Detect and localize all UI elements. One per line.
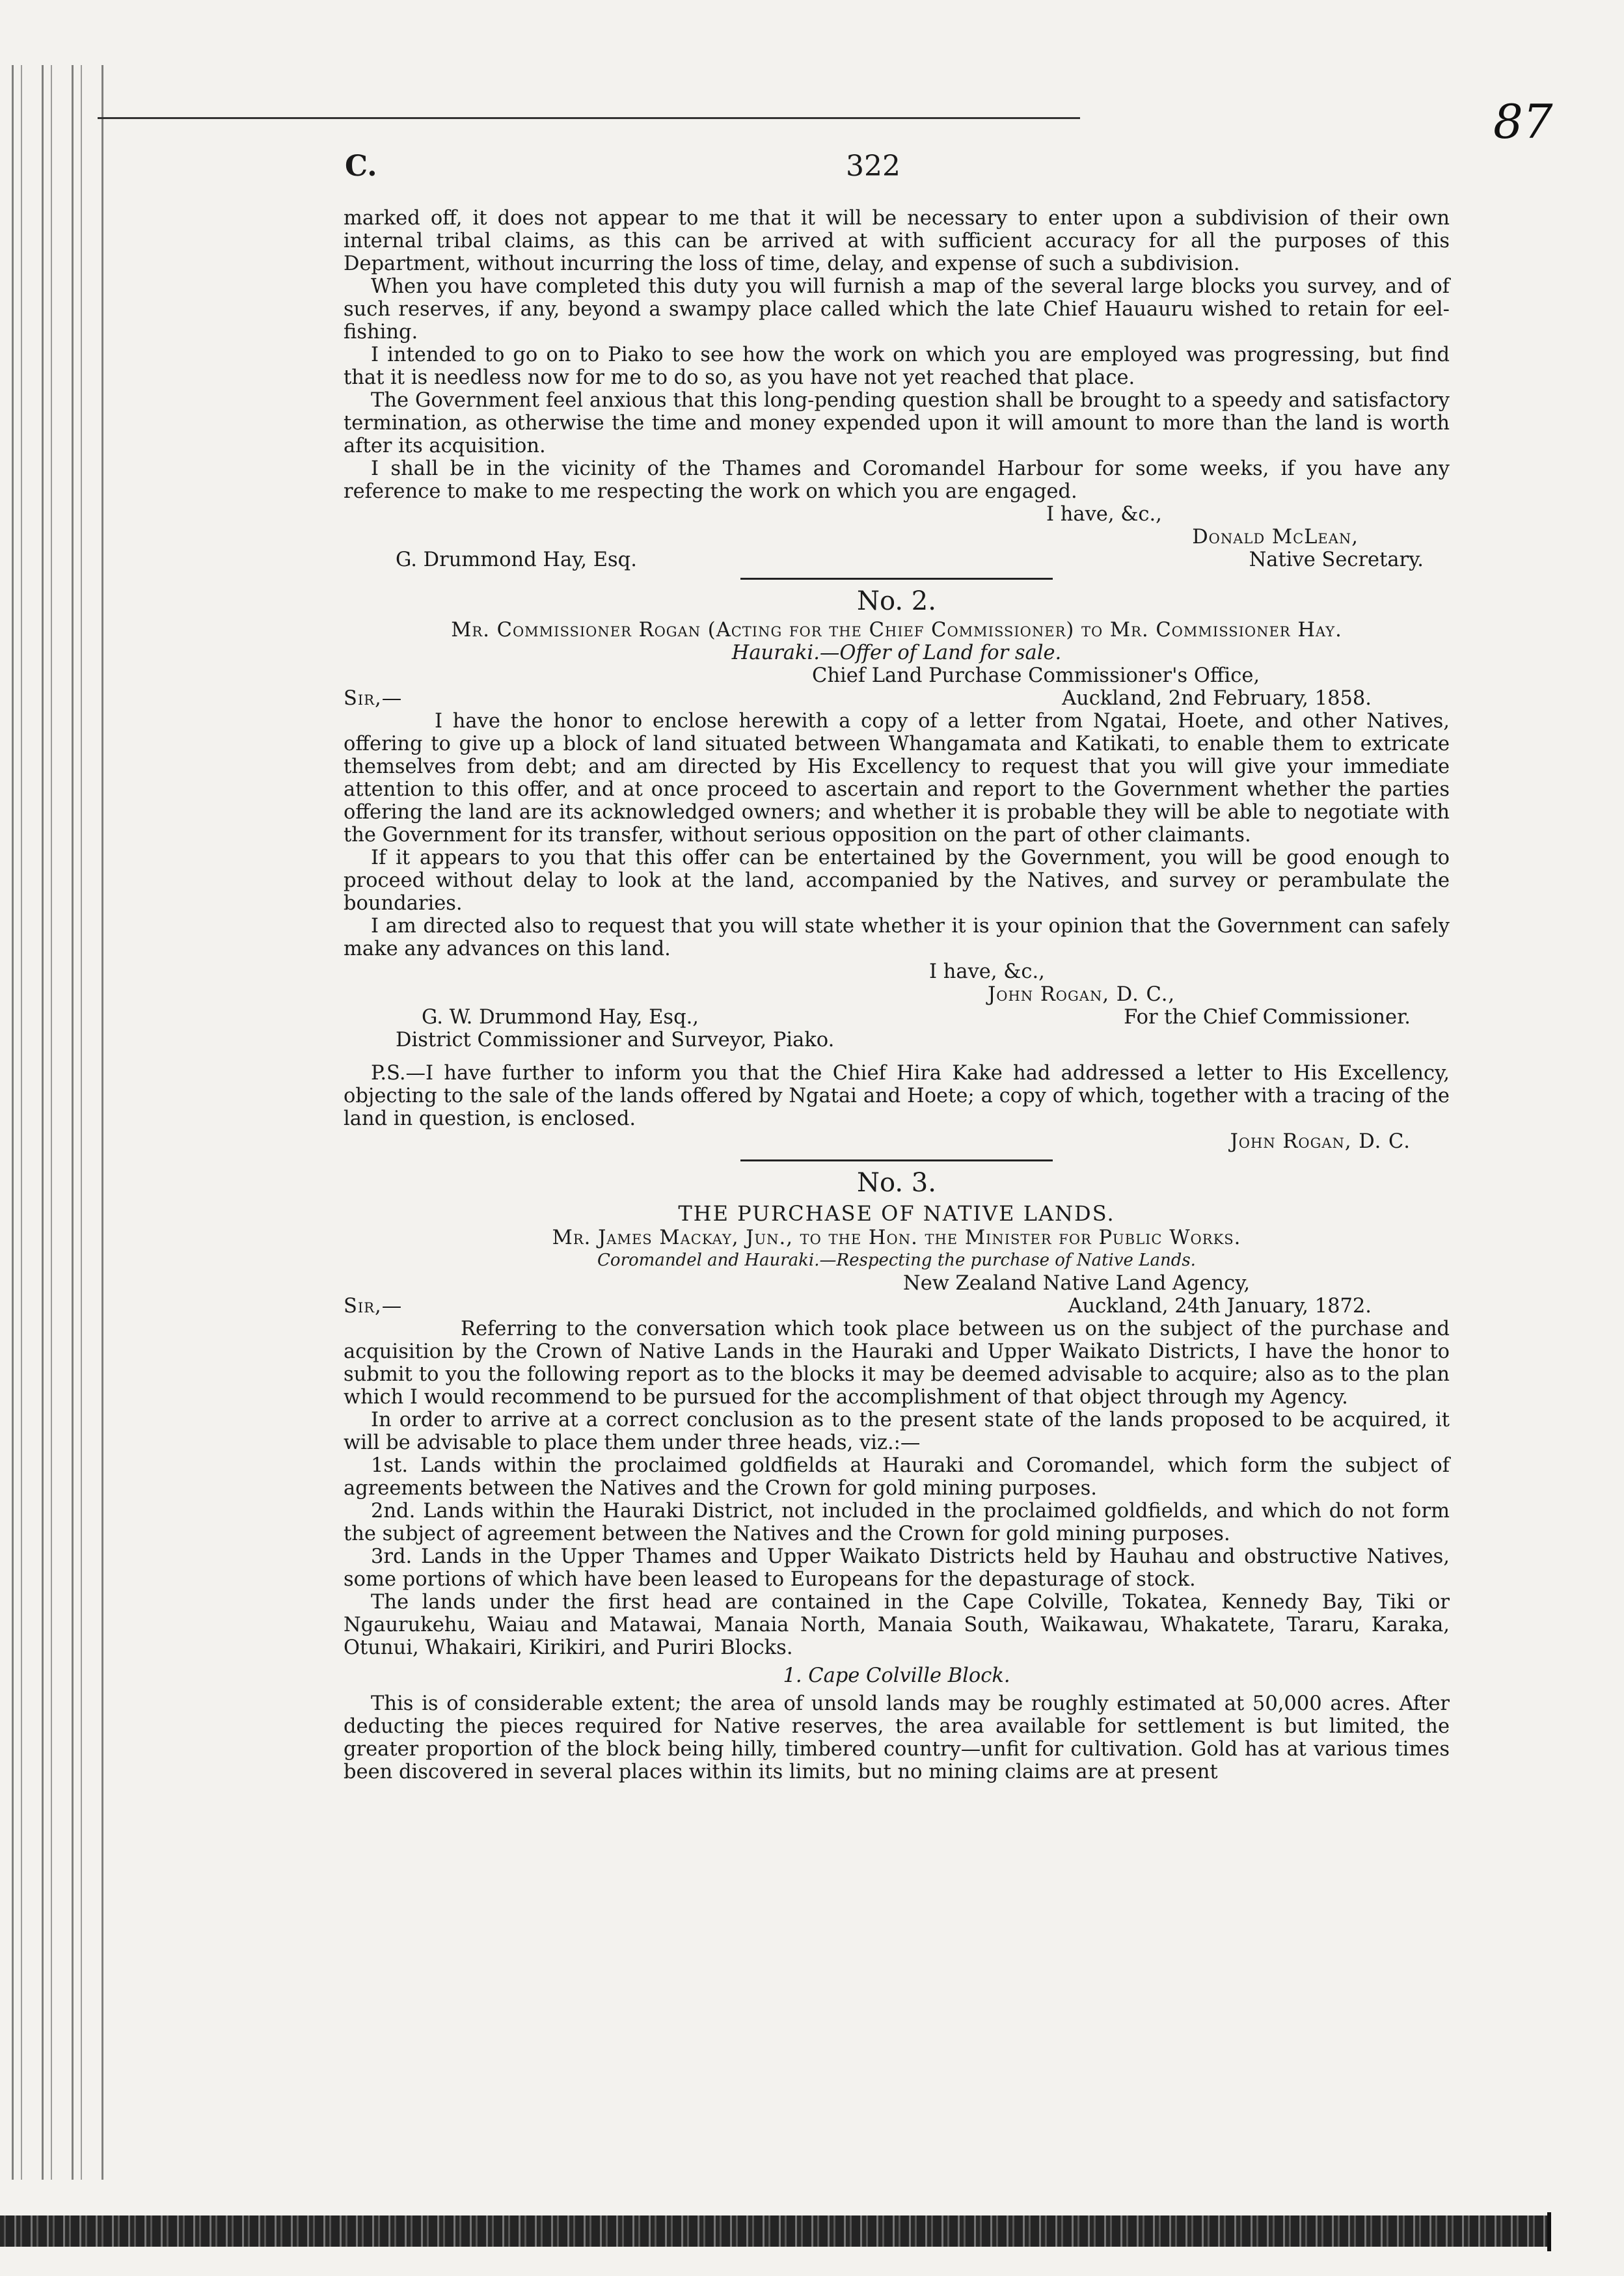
closing: I have, &c.,	[1046, 503, 1162, 526]
salutation-row	[344, 1295, 1450, 1318]
scan-bottom-edge	[0, 2215, 1549, 2247]
paragraph: I have the honor to enclose herewith a copy of a letter from Ngatai, Hoete, and other Natives, offering to give up a block of land situated between Whangamata and Katikati, to enable them to extricate themselves from debt; and am directed by His Excellency to request that you will give your immediate attention to this offer, and at once proceed to ascertain and report to the Government whether the parties offering the land are its acknowledged owners; and whether it is probable they will be able to negotiate with the Government for its transfer, without serious opposition on the part of other claimants.	[344, 710, 1450, 847]
letter-date: Auckland, 24th January, 1872.	[1068, 1295, 1372, 1318]
list-item: 1st. Lands within the proclaimed goldfields at Hauraki and Coromandel, which form the subject of agreements between the Natives and the Crown for gold mining purposes.	[344, 1454, 1450, 1500]
handwritten-folio-number: 87	[1493, 94, 1553, 149]
office-line: Chief Land Purchase Commissioner's Office,	[812, 664, 1260, 687]
block-heading: 1. Cape Colville Block.	[783, 1664, 1010, 1687]
closing: I have, &c.,	[929, 960, 1045, 983]
paragraph: marked off, it does not appear to me that it will be necessary to enter upon a subdivision of their own internal tribal claims, as this can be arrived at with sufficient accuracy for all the purposes of this Department, without incurring the loss of time, delay, and expense of such a subdivision.	[344, 207, 1450, 275]
signature-row	[344, 549, 1450, 571]
paragraph: This is of considerable extent; the area of unsold lands may be roughly estimated at 50,000 acres. After deducting the pieces required for Native reserves, the area available for settlement is but limited, the greater proportion of the block being hilly, timbered country—unfit for cultivation. Gold has at various times been discovered in several places within its limits, but no mining claims are at present	[344, 1692, 1450, 1783]
section-number: No. 3.	[857, 1168, 936, 1198]
letter-subheading: Coromandel and Hauraki.—Respecting the purchase of Native Lands.	[597, 1251, 1196, 1270]
paragraph: If it appears to you that this offer can be entertained by the Government, you will be good enough to proceed without delay to look at the land, accompanied by the Natives, and survey or perambulate the boundaries.	[344, 847, 1450, 915]
signature-row	[344, 1006, 1450, 1029]
signatory-name: Donald McLean,	[1192, 526, 1359, 549]
page-content	[344, 207, 1450, 1783]
paragraph: The Government feel anxious that this long-pending question shall be brought to a speedy and satisfactory termination, as otherwise the time and money expended upon it will amount to more than the land is worth after its acquisition.	[344, 389, 1450, 457]
addressee: G. W. Drummond Hay, Esq.,	[422, 1006, 699, 1029]
scan-top-rule	[98, 117, 1080, 119]
letter-heading: Mr. Commissioner Rogan (Acting for the Chief Commissioner) to Mr. Commissioner Hay.	[451, 619, 1342, 642]
addressee-title: District Commissioner and Surveyor, Piako.	[396, 1029, 835, 1051]
list-item: 2nd. Lands within the Hauraki District, not included in the proclaimed goldfields, and which do not form the subject of agreement between the Natives and the Crown for gold mining purposes.	[344, 1500, 1450, 1545]
office-line: New Zealand Native Land Agency,	[903, 1272, 1251, 1295]
salutation: Sir,—	[344, 687, 403, 710]
scan-binding-edge	[0, 65, 104, 2180]
salutation-row	[344, 687, 1450, 710]
header-page-number: 322	[846, 150, 900, 183]
scan-bottom-right-mark	[1547, 2212, 1551, 2251]
signatory-title: Native Secretary.	[1249, 549, 1424, 571]
paragraph: When you have completed this duty you will furnish a map of the several large blocks you survey, and of such reserves, if any, beyond a swampy place called which the late Chief Hauauru wished to retain for eel-fishing.	[344, 275, 1450, 344]
paragraph: The lands under the first head are contained in the Cape Colville, Tokatea, Kennedy Bay, Tiki or Ngaurukehu, Waiau and Matawai, Manaia North, Manaia South, Waikawau, Whakatete, Tararu, Karaka, Otunui, Whakairi, Kirikiri, and Puriri Blocks.	[344, 1591, 1450, 1659]
paragraph: In order to arrive at a correct conclusion as to the present state of the lands proposed to be acquired, it will be advisable to place them under three heads, viz.:—	[344, 1409, 1450, 1454]
postscript: P.S.—I have further to inform you that the Chief Hira Kake had addressed a letter to His Excellency, objecting to the sale of the lands offered by Ngatai and Hoete; a copy of which, together with a tracing of the land in question, is enclosed.	[344, 1062, 1450, 1130]
letter-heading: Mr. James Mackay, Jun., to the Hon. the Minister for Public Works.	[552, 1226, 1241, 1249]
section-number: No. 2.	[857, 586, 936, 616]
paragraph: Referring to the conversation which took place between us on the subject of the purchase and acquisition by the Crown of Native Lands in the Hauraki and Upper Waikato Districts, I have the honor to submit to you the following report as to the blocks it may be deemed advisable to acquire; also as to the plan which I would recommend to be pursued for the accomplishment of that object through my Agency.	[344, 1318, 1450, 1409]
paragraph: I am directed also to request that you will state whether it is your opinion that the Government can safely make any advances on this land.	[344, 915, 1450, 960]
paragraph: I shall be in the vicinity of the Thames and Coromandel Harbour for some weeks, if you have any reference to make to me respecting the work on which you are engaged.	[344, 457, 1450, 503]
addressee: G. Drummond Hay, Esq.	[396, 549, 637, 571]
letter-subheading: Hauraki.—Offer of Land for sale.	[731, 642, 1062, 664]
signatory-name: John Rogan, D. C.,	[988, 983, 1176, 1006]
header-series-letter: C.	[345, 150, 377, 183]
letter-date: Auckland, 2nd February, 1858.	[1062, 687, 1372, 710]
salutation: Sir,—	[344, 1295, 403, 1318]
paragraph: I intended to go on to Piako to see how the work on which you are employed was progressing, but find that it is needless now for me to do so, as you have not yet reached that place.	[344, 344, 1450, 389]
section-divider	[740, 578, 1053, 580]
postscript-signatory: John Rogan, D. C.	[1230, 1130, 1411, 1153]
section-title: THE PURCHASE OF NATIVE LANDS.	[678, 1201, 1115, 1226]
section-divider	[740, 1159, 1053, 1161]
list-item: 3rd. Lands in the Upper Thames and Upper Waikato Districts held by Hauhau and obstructive Natives, some portions of which have been leased to Europeans for the depasturage of stock.	[344, 1545, 1450, 1591]
signatory-title: For the Chief Commissioner.	[1124, 1006, 1411, 1029]
